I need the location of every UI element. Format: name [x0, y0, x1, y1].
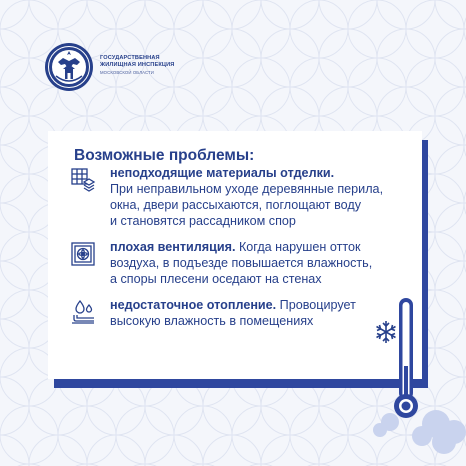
card-title: Возможные проблемы: [74, 147, 255, 164]
humidity-icon [70, 299, 96, 325]
ventilation-icon [70, 241, 96, 267]
problem-lead: неподходящие материалы отделки. [110, 166, 335, 180]
logo-region: МОСКОВСКОЙ ОБЛАСТИ [100, 70, 154, 75]
winter-decoration [360, 296, 466, 466]
problem-lead: недостаточное отопление. [110, 298, 277, 312]
problem-line: и становятся рассадником спор [110, 214, 296, 228]
logo-title-line2: ЖИЛИЩНАЯ ИНСПЕКЦИЯ [100, 62, 175, 68]
problem-rest: Когда нарушен отток [235, 240, 361, 254]
logo-title-line1: ГОСУДАРСТВЕННАЯ [100, 55, 160, 61]
problem-line: а споры плесени оседают на стенах [110, 272, 322, 286]
snowflake-icon [377, 321, 396, 343]
problem-text [110, 165, 410, 229]
problem-text [110, 239, 410, 287]
materials-icon [70, 167, 96, 193]
cloud-icon [373, 410, 466, 454]
emblem-icon [44, 42, 94, 92]
problem-line: При неправильном уходе деревянные перила, [110, 182, 384, 196]
problem-rest: Провоцирует [276, 298, 356, 312]
problem-line: воздуха, в подъезде повышается влажность, [110, 256, 373, 270]
problem-line: высокую влажность в помещениях [110, 314, 314, 328]
problem-lead: плохая вентиляция. [110, 240, 236, 254]
problem-line: окна, двери рассыхаются, поглощают воду [110, 198, 361, 212]
logo [44, 42, 204, 94]
thermometer-icon [394, 298, 418, 418]
